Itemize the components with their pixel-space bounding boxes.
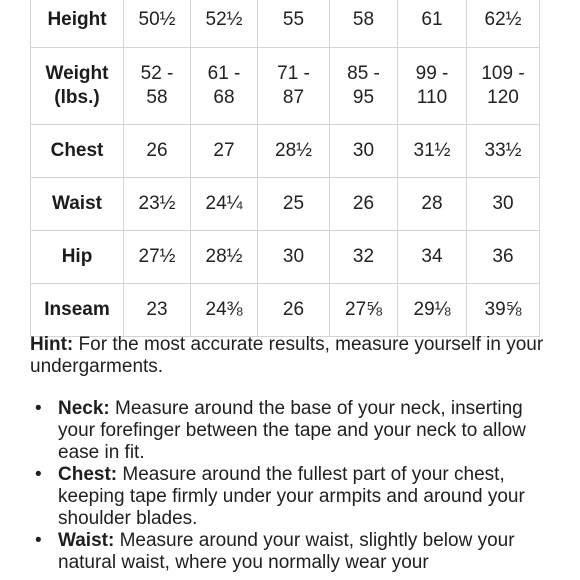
cell-weight-6-line2: 120	[487, 87, 519, 108]
row-label-weight-line1: Weight	[45, 63, 109, 84]
cell-height-1: 50½	[124, 0, 191, 48]
bullet-icon: •	[35, 398, 42, 419]
hint-text: For the most accurate results, measure yourself in your undergarments.	[30, 334, 544, 377]
hint-paragraph	[30, 334, 560, 378]
tip-chest-text: Measure around the fullest part of your chest, keeping tape firmly under your armpits and around your shoulder blades.	[58, 464, 525, 529]
cell-weight-6	[467, 48, 540, 125]
cell-chest-4: 30	[330, 125, 398, 178]
cell-weight-2-line1: 61 -	[207, 63, 241, 84]
cell-inseam-1: 23	[124, 284, 191, 337]
cell-weight-4	[330, 48, 398, 125]
hint-label: Hint:	[30, 334, 74, 355]
cell-hip-3: 30	[258, 231, 330, 284]
cell-hip-6: 36	[467, 231, 540, 284]
cell-hip-1: 27½	[124, 231, 191, 284]
cell-chest-2: 27	[191, 125, 258, 178]
cell-weight-1-line1: 52 -	[140, 63, 174, 84]
tip-chest	[30, 464, 550, 530]
cell-inseam-3: 26	[258, 284, 330, 337]
cell-weight-5-line2: 110	[416, 87, 448, 108]
cell-waist-2: 24¼	[191, 178, 258, 231]
cell-weight-5	[398, 48, 467, 125]
cell-inseam-5: 29⅛	[398, 284, 467, 337]
cell-chest-1: 26	[124, 125, 191, 178]
cell-weight-1	[124, 48, 191, 125]
row-label-chest: Chest	[31, 125, 124, 178]
cell-waist-1: 23½	[124, 178, 191, 231]
row-label-waist: Waist	[31, 178, 124, 231]
cell-height-6: 62½	[467, 0, 540, 48]
tip-waist	[30, 530, 550, 574]
cell-weight-3-line1: 71 -	[277, 63, 310, 84]
row-chest	[31, 125, 540, 178]
cell-chest-6: 33½	[467, 125, 540, 178]
cell-inseam-2: 24⅜	[191, 284, 258, 337]
cell-inseam-4: 27⅝	[330, 284, 398, 337]
cell-weight-6-line1: 109 -	[481, 63, 525, 84]
row-label-hip: Hip	[31, 231, 124, 284]
cell-hip-2: 28½	[191, 231, 258, 284]
row-height	[31, 0, 540, 48]
cell-waist-5: 28	[398, 178, 467, 231]
tip-neck-text: Measure around the base of your neck, inserting your forefinger between the tape and your neck to allow ease in fit.	[58, 398, 526, 463]
row-label-weight-line2: (lbs.)	[54, 87, 100, 108]
bullet-icon: •	[35, 530, 42, 551]
row-label-inseam: Inseam	[31, 284, 124, 337]
tip-waist-text: Measure around your waist, slightly below your natural waist, where you normally wear your	[58, 530, 515, 573]
row-label-height: Height	[31, 0, 124, 48]
tip-waist-term: Waist:	[58, 530, 115, 551]
cell-height-2: 52½	[191, 0, 258, 48]
cell-hip-4: 32	[330, 231, 398, 284]
tip-neck-term: Neck:	[58, 398, 110, 419]
cell-weight-3	[258, 48, 330, 125]
cell-weight-4-line1: 85 -	[347, 63, 380, 84]
cell-height-4: 58	[330, 0, 398, 48]
tip-neck	[30, 398, 550, 464]
size-chart-table	[30, 0, 540, 337]
cell-hip-5: 34	[398, 231, 467, 284]
row-label-weight	[31, 48, 124, 125]
cell-waist-4: 26	[330, 178, 398, 231]
cell-weight-3-line2: 87	[282, 87, 305, 108]
row-waist	[31, 178, 540, 231]
cell-weight-1-line2: 58	[146, 87, 168, 108]
cell-chest-3: 28½	[258, 125, 330, 178]
cell-weight-2	[191, 48, 258, 125]
row-hip	[31, 231, 540, 284]
cell-waist-6: 30	[467, 178, 540, 231]
tip-chest-term: Chest:	[58, 464, 118, 485]
row-inseam	[31, 284, 540, 337]
cell-chest-5: 31½	[398, 125, 467, 178]
bullet-icon: •	[35, 464, 42, 485]
cell-inseam-6: 39⅝	[467, 284, 540, 337]
measurement-tips-list	[30, 398, 550, 574]
row-weight	[31, 48, 540, 125]
cell-weight-2-line2: 68	[213, 87, 235, 108]
cell-waist-3: 25	[258, 178, 330, 231]
cell-weight-5-line1: 99 -	[415, 63, 449, 84]
cell-height-3: 55	[258, 0, 330, 48]
cell-weight-4-line2: 95	[352, 87, 375, 108]
cell-height-5: 61	[398, 0, 467, 48]
